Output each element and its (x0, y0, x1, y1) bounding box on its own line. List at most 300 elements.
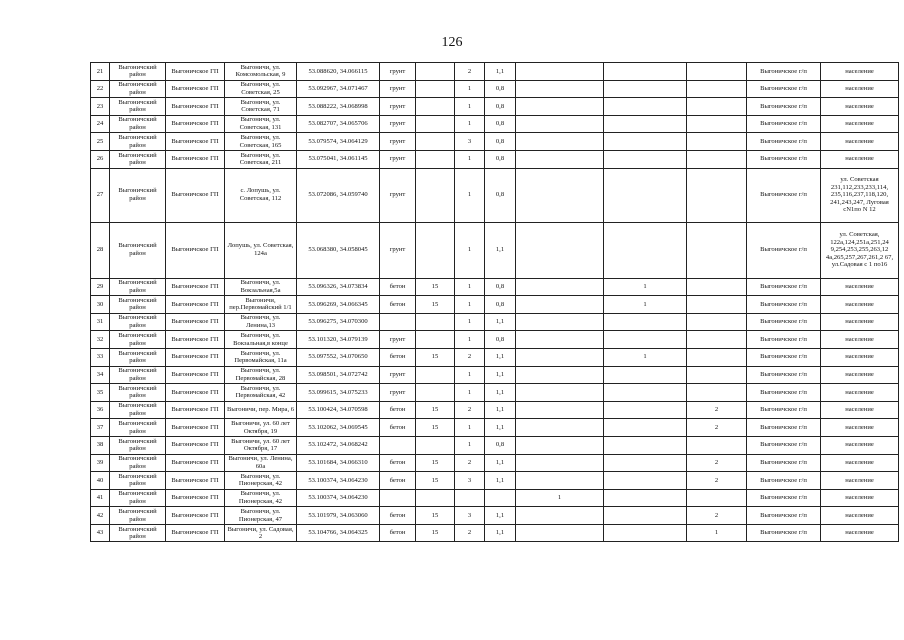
address-cell: Выгоничи, ул. Советская, 131 (225, 115, 297, 133)
planned-column-c-cell: 2 (687, 454, 747, 472)
container-volume-cell: 1,1 (485, 419, 516, 437)
address-cell: Выгоничи, ул. Первомайская, 42 (225, 384, 297, 402)
settlement-cell: Выгоничское ГП (166, 98, 225, 116)
owner-cell: Выгоничское г/п (747, 222, 821, 278)
table-row (91, 115, 899, 133)
planned-column-b-cell (604, 150, 687, 168)
settlement-cell: Выгоничское ГП (166, 489, 225, 507)
planned-column-a-cell (516, 63, 604, 81)
planned-column-b-cell (604, 454, 687, 472)
owner-cell: Выгоничское г/п (747, 401, 821, 419)
waste-source-cell: население (821, 331, 899, 349)
container-count-cell: 1 (455, 366, 485, 384)
owner-cell: Выгоничское г/п (747, 278, 821, 296)
row-number: 31 (91, 313, 110, 331)
waste-source-cell: население (821, 348, 899, 366)
coordinates-cell: 53.096275, 34.070300 (297, 313, 380, 331)
surface-type-cell (380, 436, 416, 454)
address-cell: Выгоничи, ул. Ленина, 60а (225, 454, 297, 472)
surface-type-cell: бетон (380, 296, 416, 314)
container-volume-cell: 1,1 (485, 313, 516, 331)
container-volume-cell: 1,1 (485, 348, 516, 366)
owner-cell: Выгоничское г/п (747, 436, 821, 454)
row-number: 37 (91, 419, 110, 437)
planned-column-b-cell (604, 366, 687, 384)
owner-cell: Выгоничское г/п (747, 507, 821, 525)
planned-column-c-cell (687, 436, 747, 454)
area-cell (416, 222, 455, 278)
planned-column-c-cell (687, 348, 747, 366)
row-number: 26 (91, 150, 110, 168)
container-volume-cell: 1,1 (485, 472, 516, 490)
container-count-cell: 1 (455, 384, 485, 402)
container-count-cell: 1 (455, 115, 485, 133)
address-cell: с. Лопушь, ул. Советская, 112 (225, 168, 297, 222)
surface-type-cell (380, 489, 416, 507)
settlement-cell: Выгоничское ГП (166, 366, 225, 384)
container-count-cell: 2 (455, 524, 485, 542)
planned-column-b-cell (604, 507, 687, 525)
coordinates-cell: 53.104766, 34.064325 (297, 524, 380, 542)
area-cell (416, 150, 455, 168)
area-cell: 15 (416, 472, 455, 490)
container-volume-cell: 1,1 (485, 222, 516, 278)
planned-column-b-cell (604, 222, 687, 278)
row-number: 34 (91, 366, 110, 384)
planned-column-b-cell (604, 419, 687, 437)
table-row (91, 348, 899, 366)
planned-column-b-cell (604, 133, 687, 151)
row-number: 30 (91, 296, 110, 314)
container-count-cell: 1 (455, 222, 485, 278)
area-cell (416, 436, 455, 454)
area-cell (416, 366, 455, 384)
settlement-cell: Выгоничское ГП (166, 296, 225, 314)
planned-column-c-cell: 2 (687, 419, 747, 437)
row-number: 29 (91, 278, 110, 296)
surface-type-cell: грунт (380, 384, 416, 402)
planned-column-a-cell (516, 133, 604, 151)
surface-type-cell: грунт (380, 366, 416, 384)
planned-column-c-cell (687, 80, 747, 98)
district-cell: Выгоничский район (110, 115, 166, 133)
surface-type-cell: грунт (380, 63, 416, 81)
address-cell: Выгоничи, ул. Пионерская, 47 (225, 507, 297, 525)
table-row (91, 366, 899, 384)
area-cell: 15 (416, 278, 455, 296)
owner-cell: Выгоничское г/п (747, 313, 821, 331)
table-row (91, 419, 899, 437)
owner-cell: Выгоничское г/п (747, 98, 821, 116)
container-count-cell: 1 (455, 419, 485, 437)
settlement-cell: Выгоничское ГП (166, 313, 225, 331)
planned-column-b-cell (604, 489, 687, 507)
district-cell: Выгоничский район (110, 278, 166, 296)
planned-column-c-cell: 2 (687, 401, 747, 419)
coordinates-cell: 53.098501, 34.072742 (297, 366, 380, 384)
waste-source-cell: население (821, 454, 899, 472)
planned-column-b-cell (604, 524, 687, 542)
coordinates-cell: 53.100374, 34.064230 (297, 489, 380, 507)
table-row (91, 331, 899, 349)
area-cell: 15 (416, 524, 455, 542)
table-row (91, 98, 899, 116)
waste-source-cell: население (821, 436, 899, 454)
district-cell: Выгоничский район (110, 524, 166, 542)
container-count-cell: 1 (455, 150, 485, 168)
settlement-cell: Выгоничское ГП (166, 384, 225, 402)
surface-type-cell: грунт (380, 133, 416, 151)
table-row (91, 472, 899, 490)
planned-column-c-cell (687, 313, 747, 331)
planned-column-c-cell (687, 331, 747, 349)
row-number: 27 (91, 168, 110, 222)
planned-column-c-cell: 1 (687, 524, 747, 542)
settlement-cell: Выгоничское ГП (166, 454, 225, 472)
container-volume-cell: 1,1 (485, 401, 516, 419)
table-row (91, 436, 899, 454)
planned-column-c-cell (687, 150, 747, 168)
container-volume-cell: 0,8 (485, 331, 516, 349)
planned-column-c-cell (687, 296, 747, 314)
surface-type-cell: бетон (380, 419, 416, 437)
container-count-cell: 2 (455, 401, 485, 419)
owner-cell: Выгоничское г/п (747, 384, 821, 402)
container-volume-cell (485, 489, 516, 507)
settlement-cell: Выгоничское ГП (166, 150, 225, 168)
area-cell (416, 331, 455, 349)
owner-cell: Выгоничское г/п (747, 472, 821, 490)
surface-type-cell: бетон (380, 524, 416, 542)
waste-source-cell: население (821, 278, 899, 296)
address-cell: Выгоничи, ул. Пионерская, 42 (225, 472, 297, 490)
coordinates-cell: 53.092967, 34.071467 (297, 80, 380, 98)
planned-column-a-cell (516, 222, 604, 278)
planned-column-a-cell (516, 331, 604, 349)
area-cell: 15 (416, 419, 455, 437)
district-cell: Выгоничский район (110, 313, 166, 331)
container-sites-table (90, 62, 899, 542)
planned-column-c-cell (687, 98, 747, 116)
planned-column-c-cell (687, 63, 747, 81)
container-volume-cell: 0,8 (485, 278, 516, 296)
address-cell: Выгоничи, ул. Советская, 165 (225, 133, 297, 151)
area-cell: 15 (416, 507, 455, 525)
area-cell: 15 (416, 348, 455, 366)
row-number: 36 (91, 401, 110, 419)
row-number: 28 (91, 222, 110, 278)
owner-cell: Выгоничское г/п (747, 115, 821, 133)
coordinates-cell: 53.096269, 34.066345 (297, 296, 380, 314)
table-row (91, 133, 899, 151)
table-row (91, 507, 899, 525)
address-cell: Выгоничи, пер. Мира, 6 (225, 401, 297, 419)
container-count-cell: 1 (455, 168, 485, 222)
district-cell: Выгоничский район (110, 331, 166, 349)
container-count-cell: 1 (455, 331, 485, 349)
surface-type-cell: грунт (380, 150, 416, 168)
planned-column-b-cell: 1 (604, 278, 687, 296)
owner-cell: Выгоничское г/п (747, 489, 821, 507)
owner-cell: Выгоничское г/п (747, 296, 821, 314)
table-row (91, 489, 899, 507)
owner-cell: Выгоничское г/п (747, 168, 821, 222)
address-cell: Выгоничи, ул. Советская, 211 (225, 150, 297, 168)
container-volume-cell: 1,1 (485, 366, 516, 384)
container-count-cell: 3 (455, 507, 485, 525)
container-count-cell: 1 (455, 436, 485, 454)
table-row (91, 278, 899, 296)
planned-column-c-cell (687, 366, 747, 384)
surface-type-cell: бетон (380, 472, 416, 490)
coordinates-cell: 53.100424, 34.070598 (297, 401, 380, 419)
waste-source-cell: население (821, 489, 899, 507)
district-cell: Выгоничский район (110, 419, 166, 437)
planned-column-a-cell (516, 278, 604, 296)
district-cell: Выгоничский район (110, 222, 166, 278)
planned-column-a-cell (516, 419, 604, 437)
row-number: 24 (91, 115, 110, 133)
coordinates-cell: 53.075041, 34.061145 (297, 150, 380, 168)
settlement-cell: Выгоничское ГП (166, 115, 225, 133)
settlement-cell: Выгоничское ГП (166, 168, 225, 222)
settlement-cell: Выгоничское ГП (166, 331, 225, 349)
owner-cell: Выгоничское г/п (747, 366, 821, 384)
owner-cell: Выгоничское г/п (747, 80, 821, 98)
district-cell: Выгоничский район (110, 472, 166, 490)
row-number: 38 (91, 436, 110, 454)
settlement-cell: Выгоничское ГП (166, 524, 225, 542)
container-count-cell: 1 (455, 278, 485, 296)
coordinates-cell: 53.082707, 34.065706 (297, 115, 380, 133)
settlement-cell: Выгоничское ГП (166, 401, 225, 419)
planned-column-a-cell (516, 80, 604, 98)
table-row (91, 80, 899, 98)
container-volume-cell: 0,8 (485, 133, 516, 151)
area-cell (416, 80, 455, 98)
waste-source-cell: население (821, 472, 899, 490)
waste-source-cell: население (821, 366, 899, 384)
container-volume-cell: 0,8 (485, 80, 516, 98)
container-volume-cell: 1,1 (485, 384, 516, 402)
planned-column-b-cell (604, 436, 687, 454)
coordinates-cell: 53.102472, 34.068242 (297, 436, 380, 454)
district-cell: Выгоничский район (110, 507, 166, 525)
row-number: 32 (91, 331, 110, 349)
container-count-cell (455, 489, 485, 507)
area-cell (416, 489, 455, 507)
table-row (91, 313, 899, 331)
row-number: 39 (91, 454, 110, 472)
area-cell: 15 (416, 454, 455, 472)
planned-column-a-cell (516, 384, 604, 402)
coordinates-cell: 53.072086, 34.059740 (297, 168, 380, 222)
table-row (91, 63, 899, 81)
settlement-cell: Выгоничское ГП (166, 133, 225, 151)
planned-column-b-cell: 1 (604, 296, 687, 314)
planned-column-b-cell (604, 472, 687, 490)
container-volume-cell: 0,8 (485, 150, 516, 168)
table-row (91, 401, 899, 419)
waste-source-cell: ул. Советская 231,112,233,233,114, 235,116,237,118,120, 241,243,247, Луговая сN1по N 12 (821, 168, 899, 222)
district-cell: Выгоничский район (110, 366, 166, 384)
coordinates-cell: 53.088620, 34.066115 (297, 63, 380, 81)
container-volume-cell: 1,1 (485, 454, 516, 472)
area-cell: 15 (416, 401, 455, 419)
waste-source-cell: население (821, 524, 899, 542)
planned-column-c-cell (687, 384, 747, 402)
planned-column-a-cell (516, 115, 604, 133)
waste-source-cell: население (821, 296, 899, 314)
area-cell (416, 63, 455, 81)
surface-type-cell: бетон (380, 401, 416, 419)
owner-cell: Выгоничское г/п (747, 348, 821, 366)
area-cell (416, 384, 455, 402)
waste-source-cell: население (821, 80, 899, 98)
table-row (91, 150, 899, 168)
planned-column-b-cell (604, 115, 687, 133)
container-count-cell: 3 (455, 472, 485, 490)
address-cell: Выгоничи, ул. Советская, 71 (225, 98, 297, 116)
planned-column-b-cell (604, 331, 687, 349)
planned-column-b-cell (604, 80, 687, 98)
area-cell (416, 168, 455, 222)
planned-column-a-cell: 1 (516, 489, 604, 507)
planned-column-a-cell (516, 436, 604, 454)
district-cell: Выгоничский район (110, 384, 166, 402)
table-row (91, 524, 899, 542)
planned-column-a-cell (516, 168, 604, 222)
planned-column-a-cell (516, 524, 604, 542)
coordinates-cell: 53.102062, 34.069545 (297, 419, 380, 437)
planned-column-c-cell: 2 (687, 472, 747, 490)
table-row (91, 384, 899, 402)
planned-column-a-cell (516, 150, 604, 168)
waste-source-cell: население (821, 419, 899, 437)
row-number: 43 (91, 524, 110, 542)
surface-type-cell: бетон (380, 507, 416, 525)
area-cell (416, 313, 455, 331)
container-volume-cell: 0,8 (485, 296, 516, 314)
planned-column-a-cell (516, 98, 604, 116)
waste-source-cell: население (821, 507, 899, 525)
district-cell: Выгоничский район (110, 454, 166, 472)
row-number: 23 (91, 98, 110, 116)
surface-type-cell: бетон (380, 348, 416, 366)
surface-type-cell: грунт (380, 331, 416, 349)
address-cell: Выгоничи, ул. Пионерская, 42 (225, 489, 297, 507)
container-volume-cell: 0,8 (485, 115, 516, 133)
area-cell (416, 115, 455, 133)
waste-source-cell: население (821, 63, 899, 81)
waste-source-cell: население (821, 401, 899, 419)
address-cell: Выгоничи, ул. 60 лет Октября, 17 (225, 436, 297, 454)
container-volume-cell: 0,8 (485, 168, 516, 222)
container-volume-cell: 1,1 (485, 507, 516, 525)
owner-cell: Выгоничское г/п (747, 331, 821, 349)
waste-source-cell: население (821, 384, 899, 402)
container-count-cell: 2 (455, 348, 485, 366)
planned-column-a-cell (516, 348, 604, 366)
district-cell: Выгоничский район (110, 436, 166, 454)
owner-cell: Выгоничское г/п (747, 63, 821, 81)
address-cell: Выгоничи, ул. Комсомольская, 9 (225, 63, 297, 81)
address-cell: Выгоничи, ул. Первомайская, 28 (225, 366, 297, 384)
address-cell: Выгоничи, ул. Садовая, 2 (225, 524, 297, 542)
container-count-cell: 1 (455, 80, 485, 98)
row-number: 42 (91, 507, 110, 525)
address-cell: Выгоничи, ул. Вокзальная,5а (225, 278, 297, 296)
coordinates-cell: 53.099615, 34.075233 (297, 384, 380, 402)
planned-column-a-cell (516, 507, 604, 525)
address-cell: Выгоничи, ул. Вокзальная,в конце (225, 331, 297, 349)
container-count-cell: 3 (455, 133, 485, 151)
owner-cell: Выгоничское г/п (747, 150, 821, 168)
settlement-cell: Выгоничское ГП (166, 63, 225, 81)
row-number: 33 (91, 348, 110, 366)
settlement-cell: Выгоничское ГП (166, 419, 225, 437)
planned-column-a-cell (516, 401, 604, 419)
planned-column-c-cell (687, 133, 747, 151)
district-cell: Выгоничский район (110, 63, 166, 81)
coordinates-cell: 53.100374, 34.064230 (297, 472, 380, 490)
coordinates-cell: 53.088222, 34.068998 (297, 98, 380, 116)
planned-column-c-cell (687, 168, 747, 222)
waste-source-cell: население (821, 98, 899, 116)
surface-type-cell: грунт (380, 222, 416, 278)
settlement-cell: Выгоничское ГП (166, 278, 225, 296)
district-cell: Выгоничский район (110, 150, 166, 168)
waste-source-cell: население (821, 115, 899, 133)
address-cell: Лопушь, ул. Советская, 124а (225, 222, 297, 278)
district-cell: Выгоничский район (110, 133, 166, 151)
district-cell: Выгоничский район (110, 348, 166, 366)
container-volume-cell: 1,1 (485, 524, 516, 542)
address-cell: Выгоничи, ул. Первомайская, 11а (225, 348, 297, 366)
planned-column-a-cell (516, 454, 604, 472)
coordinates-cell: 53.101979, 34.063060 (297, 507, 380, 525)
table-row (91, 222, 899, 278)
row-number: 40 (91, 472, 110, 490)
coordinates-cell: 53.079574, 34.064129 (297, 133, 380, 151)
settlement-cell: Выгоничское ГП (166, 472, 225, 490)
owner-cell: Выгоничское г/п (747, 524, 821, 542)
waste-source-cell: население (821, 150, 899, 168)
planned-column-b-cell (604, 313, 687, 331)
district-cell: Выгоничский район (110, 168, 166, 222)
coordinates-cell: 53.097552, 34.070650 (297, 348, 380, 366)
planned-column-a-cell (516, 366, 604, 384)
planned-column-b-cell (604, 98, 687, 116)
address-cell: Выгоничи, ул. 60 лет Октября, 19 (225, 419, 297, 437)
area-cell (416, 133, 455, 151)
planned-column-a-cell (516, 296, 604, 314)
table-row (91, 296, 899, 314)
coordinates-cell: 53.101320, 34.079139 (297, 331, 380, 349)
planned-column-b-cell (604, 168, 687, 222)
coordinates-cell: 53.096326, 34.073834 (297, 278, 380, 296)
container-count-cell: 2 (455, 454, 485, 472)
area-cell: 15 (416, 296, 455, 314)
planned-column-c-cell (687, 278, 747, 296)
container-volume-cell: 0,8 (485, 98, 516, 116)
district-cell: Выгоничский район (110, 296, 166, 314)
row-number: 25 (91, 133, 110, 151)
container-count-cell: 1 (455, 98, 485, 116)
coordinates-cell: 53.068380, 34.058045 (297, 222, 380, 278)
waste-source-cell: население (821, 313, 899, 331)
address-cell: Выгоничи, ул. Ленина,13 (225, 313, 297, 331)
